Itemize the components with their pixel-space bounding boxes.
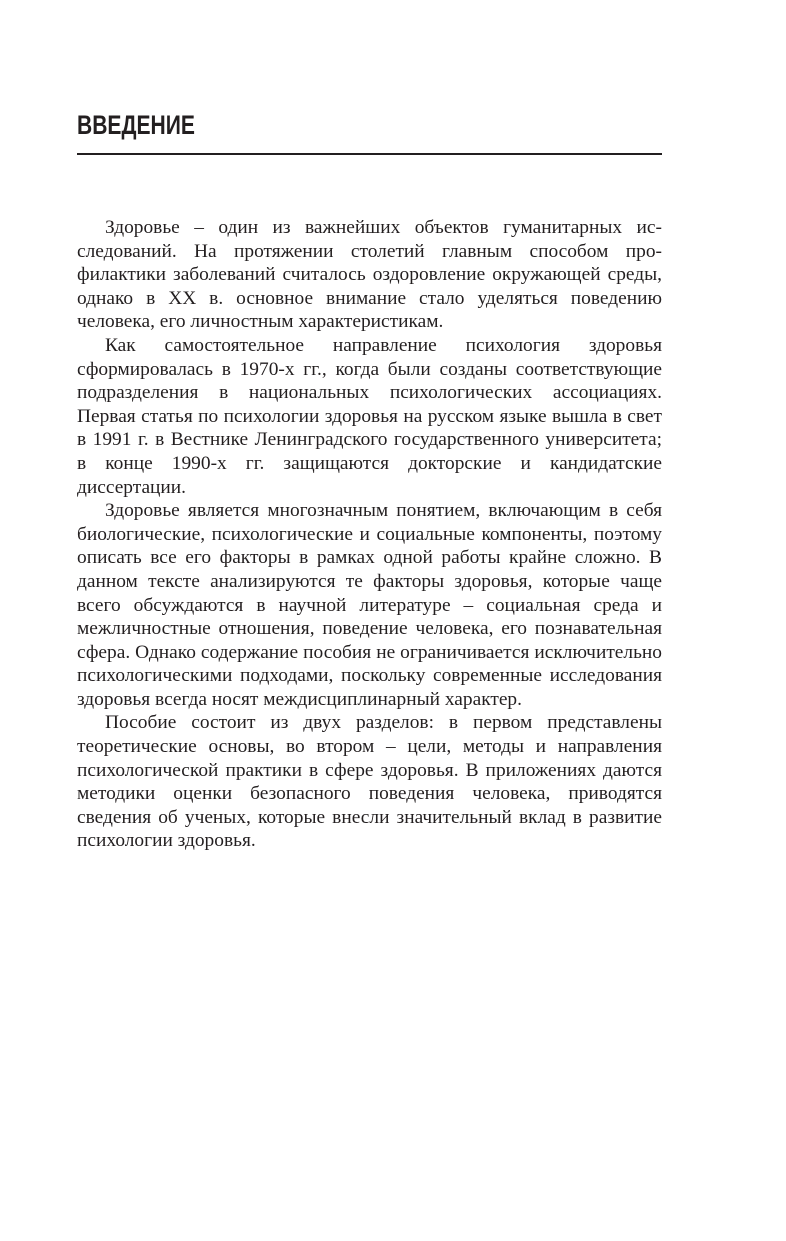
paragraph: Здоровье – один из важнейших объектов гуманитарных исследований. На протяжении столетий главным способом профилактики заболеваний считалось оздоровление окружающей среды, однако в XX в. основное внимание стало уделяться поведению человека, его личностным характеристикам. — [77, 217, 662, 333]
heading-divider — [77, 153, 662, 155]
body-text — [77, 216, 662, 853]
paragraph: Пособие состоит из двух разделов: в первом представлены теоретические основы, во втором – цели, методы и направления психологической практики в сфере здоровья. В приложениях даются методики оценки безопасного поведения человека, приводятся сведения об ученых, которые внесли значительный вклад в развитие психологии здоровья. — [77, 712, 662, 852]
paragraph: Как самостоятельное направление психология здоровья сформировалась в 1970-х гг., когда были созданы соответствующие подразделения в национальных психологических ассоциациях. Первая статья по психологии здоровья на русском языке вышла в свет в 1991 г. в Вестнике Ленинградского государственного университета; в конце 1990-х гг. защищаются докторские и кандидатские диссертации. — [77, 334, 662, 498]
page-title: ВВЕДЕНИЕ — [77, 110, 195, 140]
paragraph: Здоровье является многозначным понятием, включающим в себя биологические, психологические и социальные компоненты, поэтому описать все его факторы в рамках одной работы крайне сложно. В данном тексте анализируются те факторы здоровья, которые чаще всего обсуждаются в научной литературе – социальная среда и межличностные отношения, поведение человека, его познавательная сфера. Однако содержание пособия не ограничивается исключительно психологическими подходами, поскольку современные исследования здоровья всегда носят междисциплинарный характер. — [77, 500, 662, 710]
